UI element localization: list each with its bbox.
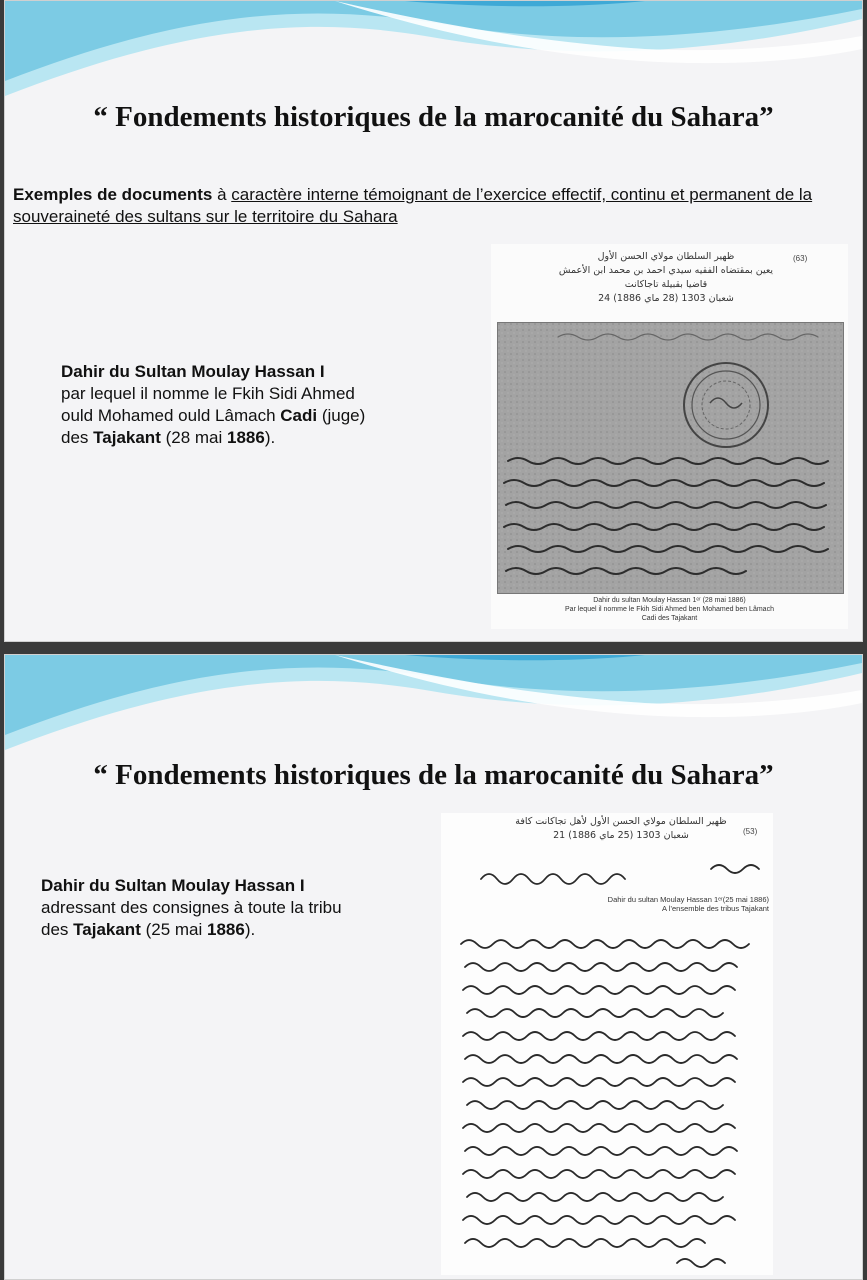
caption-line-3a: ould Mohamed ould Lâmach (61, 406, 281, 425)
slide-1 (4, 0, 863, 642)
doc-caption-line: Par lequel il nomme le Fkih Sidi Ahmed ben Mohamed ben Lâmach (565, 606, 774, 613)
caption-year: 1886 (207, 920, 245, 939)
arabic-header-line: 24 شعبان 1303 (28 ماي 1886) (598, 293, 734, 304)
intro-plain: à (212, 185, 232, 204)
arabic-header-line: قاضيا بقبيلة تاجاكانت (624, 279, 708, 290)
document-caption (61, 361, 441, 449)
caption-tajakant: Tajakant (93, 428, 161, 447)
doc-caption-line: Dahir du sultan Moulay Hassan 1ᵉʳ (28 mai 1886) (593, 597, 746, 604)
intro-text (13, 184, 813, 228)
document-number: (53) (743, 827, 758, 836)
intro-bold: Exemples de documents (13, 185, 213, 204)
slide-2 (4, 654, 863, 1280)
caption-heading: Dahir du Sultan Moulay Hassan I (61, 362, 325, 381)
arabic-header-line: ظهير السلطان مولاي الحسن الأول (597, 251, 735, 262)
doc-caption-line: Dahir du sultan Moulay Hassan 1ᵉʳ(25 mai 1886) (607, 895, 769, 904)
header-wave-decoration (5, 655, 862, 765)
intro-underlined: caractère interne témoignant de l’exercice effectif, continu et permanent de la souveraineté des sultans sur le territoire du Sahara (13, 185, 813, 226)
doc-caption-line: A l’ensemble des tribus Tajakant (661, 904, 769, 913)
caption-line-3a: des (41, 920, 74, 939)
caption-tajakant: Tajakant (73, 920, 141, 939)
doc-caption-line: Cadi des Tajakant (641, 615, 698, 622)
caption-line-2: adressant des consignes à toute la tribu (41, 898, 342, 917)
document-arabic-header (501, 815, 741, 843)
manuscript-scan (497, 322, 844, 594)
slide-title: “ Fondements historiques de la marocanité du Sahara” (93, 101, 774, 133)
caption-cadi: Cadi (280, 406, 318, 425)
document-caption (41, 875, 421, 941)
caption-line-4c: (28 mai (160, 428, 227, 447)
arabic-header-line: 21 شعبان 1303 (25 ماي 1886) (553, 830, 689, 841)
document-caption-fr (491, 596, 848, 623)
caption-line-4e: ). (264, 428, 276, 447)
caption-heading: Dahir du Sultan Moulay Hassan I (41, 876, 305, 895)
caption-line-2: par lequel il nomme le Fkih Sidi Ahmed (61, 384, 355, 403)
manuscript-handwriting (441, 849, 773, 1273)
caption-line-4a: des (61, 428, 94, 447)
arabic-header-line: يعين بمقتضاه الفقيه سيدي احمد بن محمد ابن الأعمش (558, 265, 774, 276)
caption-year: 1886 (227, 428, 265, 447)
document-number: (63) (793, 254, 808, 263)
document-image (491, 244, 848, 629)
caption-line-3c: (25 mai (140, 920, 207, 939)
document-image (441, 813, 773, 1275)
caption-line-3e: ). (244, 920, 256, 939)
slide-title: “ Fondements historiques de la marocanité du Sahara” (93, 759, 774, 791)
arabic-header-line: ظهير السلطان مولاي الحسن الأول لأهل تجاكانت كافة (515, 816, 727, 827)
caption-line-3c: (juge) (317, 406, 366, 425)
header-wave-decoration (5, 1, 862, 111)
document-arabic-header (551, 250, 781, 306)
